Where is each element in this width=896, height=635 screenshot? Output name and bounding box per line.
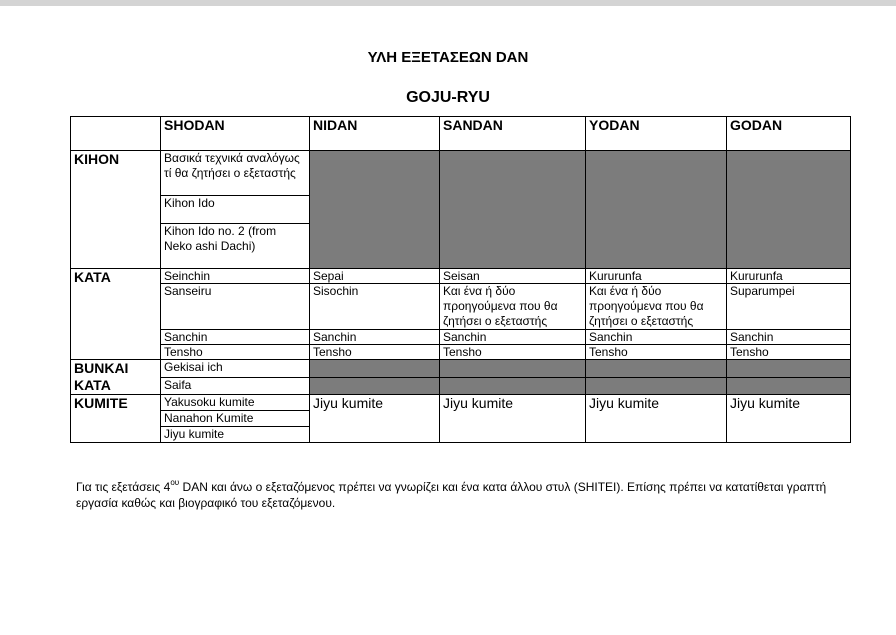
kata-row-1 xyxy=(71,269,851,284)
kumite-godan-cell: Jiyu kumite xyxy=(727,395,851,443)
kata-row-4 xyxy=(71,345,851,360)
header-blank-cell xyxy=(71,117,161,151)
kata-cell: Sanchin xyxy=(310,330,440,345)
kumite-shodan-cell: Jiyu kumite xyxy=(161,427,310,443)
kumite-shodan-cell: Nanahon Kumite xyxy=(161,411,310,427)
kata-cell: Tensho xyxy=(161,345,310,360)
kata-cell: Seisan xyxy=(440,269,586,284)
kumite-row-1 xyxy=(71,395,851,411)
bunkai-sandan-shaded xyxy=(440,377,586,395)
kata-cell: Tensho xyxy=(440,345,586,360)
kata-cell: Tensho xyxy=(310,345,440,360)
bunkai-nidan-shaded xyxy=(310,360,440,378)
kata-cell: Kururunfa xyxy=(727,269,851,284)
document-title: ΥΛΗ ΕΞΕΤΑΣΕΩΝ DAN xyxy=(367,49,529,66)
kihon-yodan-shaded xyxy=(586,151,727,269)
bunkai-sandan-shaded xyxy=(440,360,586,378)
bunkai-cell: Gekisai ich xyxy=(161,360,310,378)
kihon-basic-techniques: Βασικά τεχνικά αναλόγως τί θα ζητήσει ο εξεταστής xyxy=(161,151,310,196)
kihon-row-1 xyxy=(71,151,851,196)
kata-row-3 xyxy=(71,330,851,345)
kata-cell: Sanchin xyxy=(727,330,851,345)
kata-row-2 xyxy=(71,284,851,330)
kumite-nidan-cell: Jiyu kumite xyxy=(310,395,440,443)
kihon-ido: Kihon Ido xyxy=(161,196,310,224)
bunkai-label-line1: BUNKAI xyxy=(74,360,129,376)
bunkai-cell: Saifa xyxy=(161,377,310,395)
header-godan: GODAN xyxy=(727,117,851,151)
header-shodan: SHODAN xyxy=(161,117,310,151)
header-row xyxy=(71,117,851,151)
header-nidan: NIDAN xyxy=(310,117,440,151)
kata-cell: Sisochin xyxy=(310,284,440,330)
kumite-section-label: KUMITE xyxy=(71,395,161,443)
kata-cell: Sepai xyxy=(310,269,440,284)
kihon-nidan-shaded xyxy=(310,151,440,269)
kata-cell: Sanchin xyxy=(161,330,310,345)
bunkai-nidan-shaded xyxy=(310,377,440,395)
kata-cell: Sanchin xyxy=(586,330,727,345)
kata-cell: Tensho xyxy=(727,345,851,360)
bunkai-row-2 xyxy=(71,377,851,395)
kata-cell: Και ένα ή δύο προηγούμενα που θα ζητήσει ο εξεταστής xyxy=(586,284,727,330)
footnote-start: Για τις εξετάσεις 4 xyxy=(76,480,171,494)
bunkai-row-1 xyxy=(71,360,851,378)
kata-cell: Sanchin xyxy=(440,330,586,345)
kata-cell: Tensho xyxy=(586,345,727,360)
kihon-section-label: KIHON xyxy=(71,151,161,269)
document-subtitle: GOJU-RYU xyxy=(406,89,490,106)
kihon-sandan-shaded xyxy=(440,151,586,269)
bunkai-section-label xyxy=(71,360,161,395)
dan-exam-table xyxy=(70,116,851,443)
kumite-yodan-cell: Jiyu kumite xyxy=(586,395,727,443)
kumite-shodan-cell: Yakusoku kumite xyxy=(161,395,310,411)
bunkai-godan-shaded xyxy=(727,360,851,378)
bunkai-yodan-shaded xyxy=(586,360,727,378)
header-yodan: YODAN xyxy=(586,117,727,151)
kata-cell: Suparumpei xyxy=(727,284,851,330)
kata-cell: Kururunfa xyxy=(586,269,727,284)
bunkai-label-line2: KATA xyxy=(74,377,111,393)
footnote xyxy=(76,479,836,511)
bunkai-yodan-shaded xyxy=(586,377,727,395)
footnote-rest: DAN και άνω ο εξεταζόμενος πρέπει να γνωρίζει και ένα κατα άλλου στυλ (SHITEI). Επίσης πρέπει να κατατίθεται γραπτή εργασία καθώς και βιογραφικό του εξεταζόμενου. xyxy=(76,480,827,510)
header-sandan: SANDAN xyxy=(440,117,586,151)
kata-cell: Seinchin xyxy=(161,269,310,284)
bunkai-godan-shaded xyxy=(727,377,851,395)
page-top-edge xyxy=(0,0,896,6)
kihon-godan-shaded xyxy=(727,151,851,269)
kumite-sandan-cell: Jiyu kumite xyxy=(440,395,586,443)
kata-cell: Sanseiru xyxy=(161,284,310,330)
kata-cell: Και ένα ή δύο προηγούμενα που θα ζητήσει ο εξεταστής xyxy=(440,284,586,330)
kihon-ido-no2: Kihon Ido no. 2 (from Neko ashi Dachi) xyxy=(161,224,310,269)
footnote-superscript: ου xyxy=(170,478,180,487)
kata-section-label: KATA xyxy=(71,269,161,360)
